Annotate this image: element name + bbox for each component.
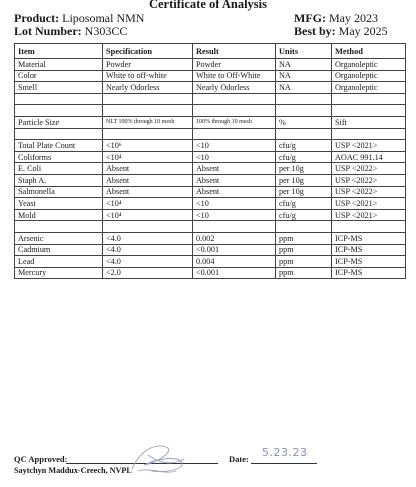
cell-specification: Powder [103, 59, 193, 71]
cell-item: Cadmium [15, 244, 103, 256]
cell-specification: <4.0 [103, 256, 193, 268]
cell-method: USP <2022> [332, 163, 406, 175]
mfg-value: May 2023 [329, 11, 378, 25]
cell-units: ppm [276, 244, 332, 256]
cell-units [276, 105, 332, 117]
table-row [15, 140, 406, 152]
table-row [15, 267, 406, 279]
cell-units [276, 128, 332, 140]
date-label: Date: [229, 454, 249, 464]
cell-method: USP <2021> [332, 209, 406, 221]
cell-item: Salmonella [15, 186, 103, 198]
cell-item: Material [15, 59, 103, 71]
cell-result: Powder [193, 59, 276, 71]
cell-result: <0.001 [193, 267, 276, 279]
cell-units: % [276, 116, 332, 128]
cell-method: USP <2022> [332, 186, 406, 198]
table-row [15, 256, 406, 268]
cell-units: ppm [276, 256, 332, 268]
table-row [15, 186, 406, 198]
cell-result: Absent [193, 163, 276, 175]
table-row [15, 244, 406, 256]
cell-item: Total Plate Count [15, 140, 103, 152]
cell-method: Organoleptic [332, 82, 406, 94]
lot-value: N303CC [84, 24, 128, 38]
table-row [15, 198, 406, 210]
cell-units: cfu/g [276, 151, 332, 163]
cell-specification: NLT 100% through 10 mesh [103, 116, 193, 128]
header-specification: Specification [103, 44, 193, 59]
cell-specification: <10⁴ [103, 151, 193, 163]
cell-item [15, 93, 103, 105]
cell-units: per 10g [276, 163, 332, 175]
lot-line [14, 24, 127, 39]
table-row [15, 221, 406, 233]
cell-specification: <10⁴ [103, 209, 193, 221]
cell-method: ICP-MS [332, 267, 406, 279]
cell-result: Absent [193, 174, 276, 186]
table-row [15, 59, 406, 71]
cell-method: AOAC 991.14 [332, 151, 406, 163]
table-row [15, 82, 406, 94]
cell-units: cfu/g [276, 140, 332, 152]
cell-item: Mold [15, 209, 103, 221]
cell-method: Organoleptic [332, 59, 406, 71]
cell-result: 100% through 10 mesh [193, 116, 276, 128]
cell-item: Yeast [15, 198, 103, 210]
best-by-line [294, 24, 388, 39]
cell-result: <10 [193, 198, 276, 210]
cell-result [193, 93, 276, 105]
cell-item: Color [15, 70, 103, 82]
cell-specification [103, 105, 193, 117]
cell-result: <10 [193, 151, 276, 163]
cell-item: Staph A. [15, 174, 103, 186]
cell-method [332, 93, 406, 105]
cell-result: White to Off-White [193, 70, 276, 82]
cell-item: Smell [15, 82, 103, 94]
cell-result [193, 221, 276, 233]
header-method: Method [332, 44, 406, 59]
cell-method: Organoleptic [332, 70, 406, 82]
handwritten-date: 5.23.23 [262, 446, 308, 459]
cell-specification: <4.0 [103, 244, 193, 256]
table-row [15, 70, 406, 82]
cell-result: Absent [193, 186, 276, 198]
cell-item: Lead [15, 256, 103, 268]
table-row [15, 174, 406, 186]
cell-method [332, 105, 406, 117]
table-row [15, 209, 406, 221]
cell-units: NA [276, 59, 332, 71]
cell-specification: Absent [103, 186, 193, 198]
cell-item: E. Coli [15, 163, 103, 175]
product-label: Product: [14, 11, 60, 25]
cell-specification: <4.0 [103, 232, 193, 244]
table-row [15, 105, 406, 117]
cell-specification [103, 93, 193, 105]
cell-units: NA [276, 82, 332, 94]
table-row [15, 151, 406, 163]
cell-method: Sift [332, 116, 406, 128]
cell-result: <10 [193, 140, 276, 152]
cell-units: ppm [276, 232, 332, 244]
cell-method: USP <2021> [332, 198, 406, 210]
cell-result: 0.002 [193, 232, 276, 244]
cell-method: ICP-MS [332, 244, 406, 256]
mfg-label: MFG: [294, 11, 326, 25]
cell-specification: Absent [103, 163, 193, 175]
cell-units: per 10g [276, 186, 332, 198]
cell-specification: <10⁶ [103, 140, 193, 152]
table-body [15, 59, 406, 279]
header-item: Item [15, 44, 103, 59]
analysis-table [14, 43, 406, 279]
cell-units: per 10g [276, 174, 332, 186]
handwritten-signature [126, 441, 188, 477]
lot-label: Lot Number: [14, 24, 82, 38]
cell-item: Coliforms [15, 151, 103, 163]
cell-item [15, 221, 103, 233]
cell-method: USP <2021> [332, 140, 406, 152]
table-row [15, 163, 406, 175]
cell-specification [103, 128, 193, 140]
cell-result [193, 128, 276, 140]
cell-specification: <10⁴ [103, 198, 193, 210]
cell-result: <10 [193, 209, 276, 221]
cell-units: cfu/g [276, 209, 332, 221]
cell-specification: Nearly Odorless [103, 82, 193, 94]
cell-method: ICP-MS [332, 256, 406, 268]
header-result: Result [193, 44, 276, 59]
header-units: Units [276, 44, 332, 59]
cell-specification: White to off-white [103, 70, 193, 82]
cell-item [15, 128, 103, 140]
cell-method: ICP-MS [332, 232, 406, 244]
best-by-label: Best by: [294, 24, 336, 38]
cell-result [193, 105, 276, 117]
cell-specification: Absent [103, 174, 193, 186]
table-header-row [15, 44, 406, 59]
best-by-value: May 2025 [338, 24, 388, 38]
cell-item: Mercury [15, 267, 103, 279]
cell-item: Particle Size [15, 116, 103, 128]
cell-units: cfu/g [276, 198, 332, 210]
document-title: Certificate of Analysis [148, 0, 268, 11]
cell-item: Arsenic [15, 232, 103, 244]
cell-item [15, 105, 103, 117]
table-row [15, 116, 406, 128]
table-row [15, 93, 406, 105]
cell-result: Nearly Odorless [193, 82, 276, 94]
date-line [251, 463, 317, 464]
cell-units: NA [276, 70, 332, 82]
cell-units [276, 93, 332, 105]
cell-specification [103, 221, 193, 233]
signer-name: Saytchyn Maddux-Creech, NVPL [14, 466, 132, 475]
table-row [15, 128, 406, 140]
product-value: Liposomal NMN [62, 11, 145, 25]
cell-units [276, 221, 332, 233]
cell-result: <0.001 [193, 244, 276, 256]
cell-specification: <2.0 [103, 267, 193, 279]
cell-method: USP <2022> [332, 174, 406, 186]
cell-result: 0.004 [193, 256, 276, 268]
cell-method [332, 221, 406, 233]
qc-approved-label: QC Approved: [14, 454, 68, 464]
table-row [15, 232, 406, 244]
cell-method [332, 128, 406, 140]
cell-units: ppm [276, 267, 332, 279]
